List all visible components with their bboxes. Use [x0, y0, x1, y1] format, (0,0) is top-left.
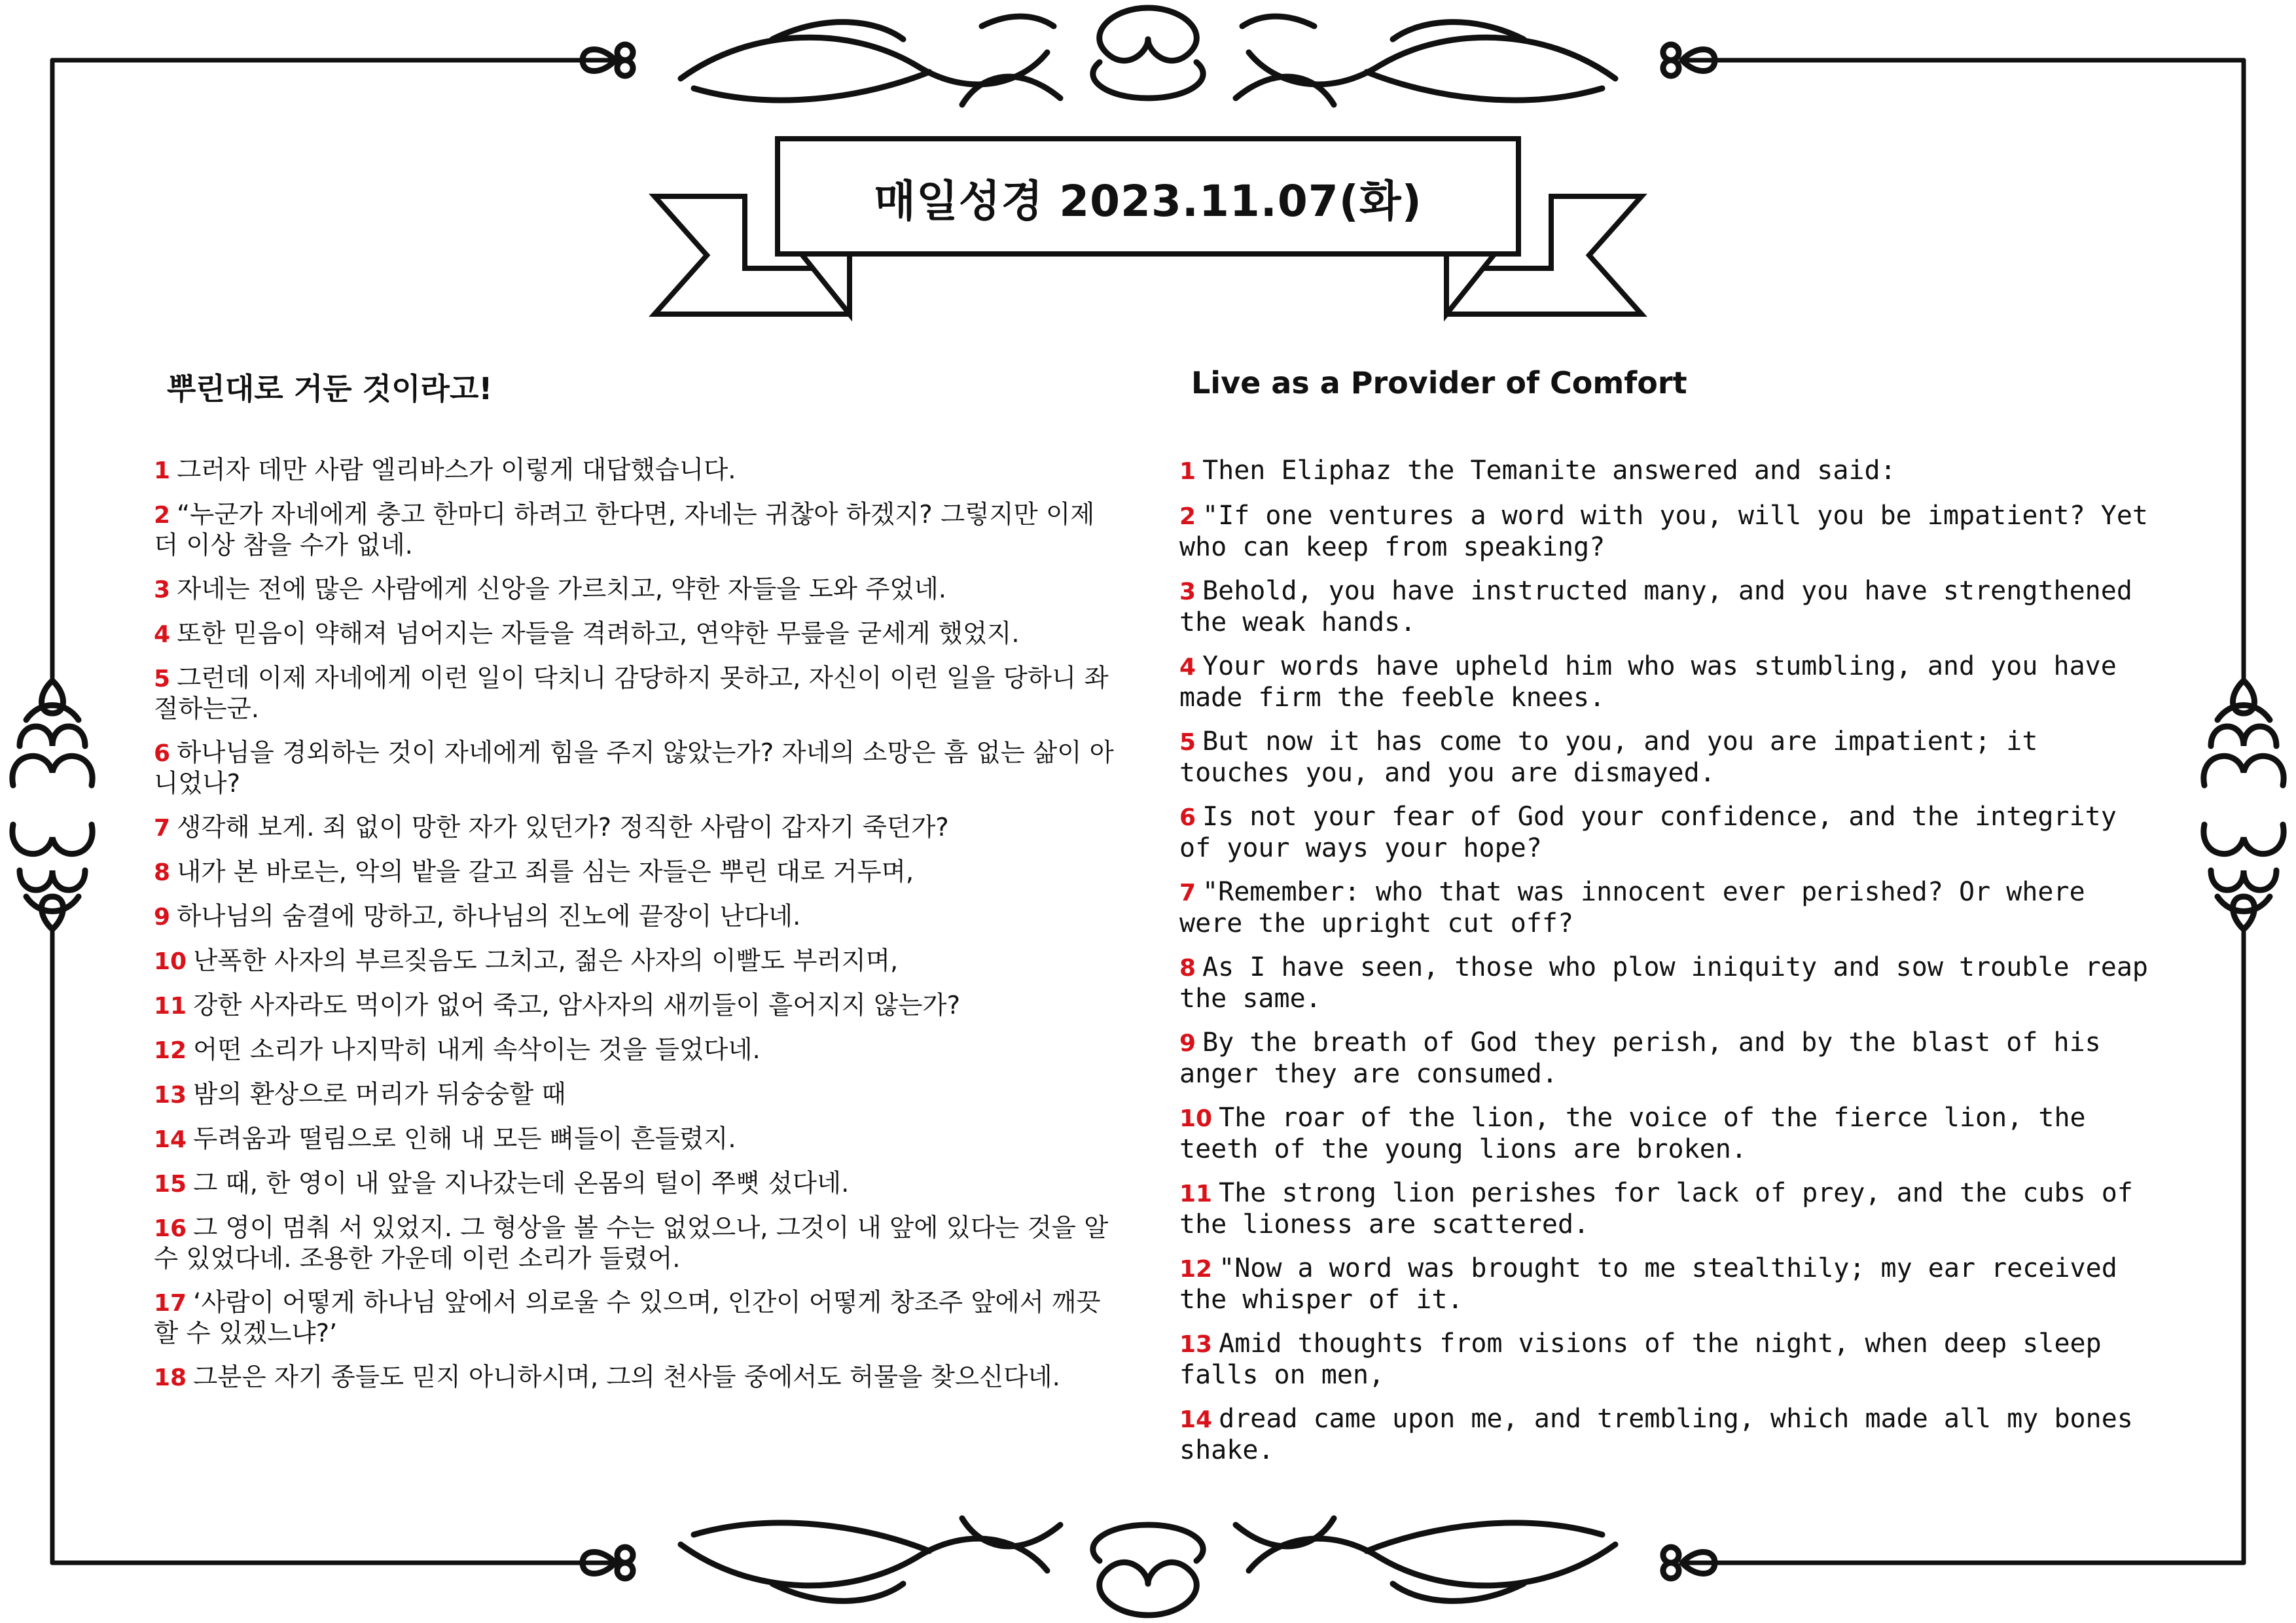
- verse-number: 10: [1179, 1105, 1213, 1132]
- verse-item: [154, 455, 1121, 486]
- verse-number: 3: [1179, 579, 1196, 605]
- english-verse-list: [1179, 455, 2148, 1479]
- verse-number: 5: [154, 666, 171, 692]
- verse-item: [154, 857, 1121, 888]
- verse-item: [1179, 1178, 2148, 1240]
- korean-section-title: 뿌린대로 거둔 것이라고!: [167, 371, 493, 406]
- verse-item: [1179, 576, 2148, 637]
- verse-item: [154, 1288, 1121, 1349]
- verse-item: [154, 500, 1121, 561]
- verse-text: Amid thoughts from visions of the night, when deep sleep falls on men,: [1179, 1329, 2102, 1390]
- verse-number: 7: [154, 815, 171, 842]
- verse-item: [1179, 651, 2148, 713]
- verse-text: 하나님을 경외하는 것이 자네에게 힘을 주지 않았는가? 자네의 소망은 흠 없는 삶이 아니었나?: [154, 738, 1114, 798]
- verse-text: Is not your fear of God your confidence, and the integrity of your ways your hope?: [1179, 802, 2117, 863]
- verse-number: 4: [154, 621, 171, 648]
- verse-text: 강한 사자라도 먹이가 없어 죽고, 암사자의 새끼들이 흩어지지 않는가?: [193, 991, 961, 1020]
- verse-text: Your words have upheld him who was stumbling, and you have made firm the feeble knees.: [1179, 651, 2117, 713]
- verse-item: [1179, 952, 2148, 1014]
- ornamental-scroll-top-icon: [583, 8, 1715, 105]
- verse-number: 10: [154, 948, 187, 975]
- verse-item: [154, 902, 1121, 933]
- verse-number: 14: [154, 1126, 187, 1153]
- verse-text: Then Eliphaz the Temanite answered and said:: [1202, 455, 1896, 486]
- verse-item: [1179, 1329, 2148, 1390]
- verse-text: The roar of the lion, the voice of the fierce lion, the teeth of the young lions are broken.: [1179, 1103, 2086, 1164]
- verse-number: 8: [154, 859, 171, 886]
- verse-number: 4: [1179, 654, 1196, 681]
- verse-number: 14: [1179, 1406, 1213, 1433]
- ornamental-scroll-bottom-icon: [583, 1518, 1715, 1615]
- verse-item: [154, 1169, 1121, 1200]
- verse-number: 11: [154, 993, 187, 1020]
- ornamental-scroll-right-icon: [2204, 681, 2284, 929]
- verse-text: 생각해 보게. 죄 없이 망한 자가 있던가? 정직한 사람이 갑자기 죽던가?: [177, 813, 949, 842]
- ornamental-scroll-left-icon: [12, 681, 92, 929]
- verse-number: 3: [154, 577, 171, 603]
- verse-text: 난폭한 사자의 부르짖음도 그치고, 젊은 사자의 이빨도 부러지며,: [193, 946, 899, 976]
- verse-text: 그분은 자기 종들도 믿지 아니하시며, 그의 천사들 중에서도 허물을 찾으신다네.: [193, 1363, 1060, 1392]
- verse-text: 그런데 이제 자네에게 이런 일이 닥치니 감당하지 못하고, 자신이 이런 일을 당하니 좌절하는군.: [154, 664, 1109, 724]
- verse-text: "If one ventures a word with you, will you be impatient? Yet who can keep from speaking?: [1179, 501, 2148, 562]
- verse-number: 15: [154, 1171, 187, 1198]
- verse-text: Behold, you have instructed many, and you have strengthened the weak hands.: [1179, 576, 2132, 637]
- verse-number: 12: [154, 1037, 187, 1064]
- verse-number: 13: [154, 1082, 187, 1109]
- verse-item: [1179, 1027, 2148, 1089]
- verse-number: 11: [1179, 1181, 1213, 1207]
- verse-number: 1: [1179, 458, 1196, 485]
- verse-text: As I have seen, those who plow iniquity and sow trouble reap the same.: [1179, 952, 2148, 1014]
- verse-number: 9: [154, 904, 171, 931]
- verse-number: 17: [154, 1290, 187, 1317]
- verse-number: 9: [1179, 1030, 1196, 1057]
- verse-item: [1179, 1404, 2148, 1465]
- verse-number: 18: [154, 1364, 187, 1391]
- verse-text: 밤의 환상으로 머리가 뒤숭숭할 때: [193, 1080, 566, 1109]
- verse-item: [1179, 501, 2148, 562]
- verse-item: [1179, 455, 2148, 487]
- verse-number: 6: [154, 740, 171, 767]
- verse-item: [1179, 877, 2148, 938]
- verse-number: 2: [154, 502, 171, 529]
- verse-item: [154, 991, 1121, 1022]
- verse-item: [154, 619, 1121, 650]
- verse-text: The strong lion perishes for lack of prey, and the cubs of the lioness are scattered.: [1179, 1178, 2133, 1240]
- verse-item: [1179, 1103, 2148, 1164]
- page-title: 매일성경 2023.11.07(화): [874, 175, 1422, 226]
- verse-text: ‘사람이 어떻게 하나님 앞에서 의로울 수 있으며, 인간이 어떻게 창조주 앞에서 깨끗할 수 있겠느냐?’: [154, 1288, 1101, 1348]
- verse-item: [154, 738, 1121, 799]
- english-section-title: Live as a Provider of Comfort: [1191, 365, 1687, 401]
- verse-text: "Remember: who that was innocent ever perished? Or where were the upright cut off?: [1179, 877, 2085, 938]
- verse-text: 또한 믿음이 약해져 넘어지는 자들을 격려하고, 연약한 무릎을 굳세게 했었지.: [177, 619, 1020, 649]
- verse-number: 5: [1179, 729, 1196, 756]
- verse-item: [154, 813, 1121, 844]
- verse-item: [154, 1363, 1121, 1393]
- verse-text: 어떤 소리가 나지막히 내게 속삭이는 것을 들었다네.: [193, 1035, 761, 1065]
- verse-item: [154, 575, 1121, 605]
- verse-text: By the breath of God they perish, and by the blast of his anger they are consumed.: [1179, 1027, 2101, 1089]
- verse-item: [1179, 726, 2148, 788]
- verse-item: [154, 1124, 1121, 1155]
- verse-text: 그러자 데만 사람 엘리바스가 이렇게 대답했습니다.: [177, 455, 736, 485]
- verse-text: 자네는 전에 많은 사람에게 신앙을 가르치고, 약한 자들을 도와 주었네.: [177, 575, 947, 604]
- verse-text: "Now a word was brought to me stealthily; my ear received the whisper of it.: [1179, 1253, 2117, 1315]
- verse-text: “누군가 자네에게 충고 한마디 하려고 한다면, 자네는 귀찮아 하겠지? 그렇지만 이제 더 이상 참을 수가 없네.: [154, 500, 1095, 560]
- verse-number: 8: [1179, 955, 1196, 982]
- verse-text: 두려움과 떨림으로 인해 내 모든 뼈들이 흔들렸지.: [193, 1124, 736, 1154]
- verse-item: [154, 1080, 1121, 1111]
- verse-number: 12: [1179, 1256, 1213, 1283]
- verse-text: 내가 본 바로는, 악의 밭을 갈고 죄를 심는 자들은 뿌린 대로 거두며,: [177, 857, 914, 887]
- verse-number: 13: [1179, 1331, 1213, 1358]
- verse-item: [1179, 1253, 2148, 1315]
- verse-number: 7: [1179, 880, 1196, 906]
- verse-number: 6: [1179, 804, 1196, 831]
- verse-text: 그 영이 멈춰 서 있었지. 그 형상을 볼 수는 없었으나, 그것이 내 앞에 있다는 것을 알 수 있었다네. 조용한 가운데 이런 소리가 들렸어.: [154, 1213, 1109, 1274]
- korean-verse-list: [154, 455, 1121, 1407]
- verse-item: [154, 946, 1121, 977]
- verse-text: 하나님의 숨결에 망하고, 하나님의 진노에 끝장이 난다네.: [177, 902, 801, 931]
- verse-text: 그 때, 한 영이 내 앞을 지나갔는데 온몸의 털이 쭈뼛 섰다네.: [193, 1169, 850, 1198]
- verse-text: dread came upon me, and trembling, which made all my bones shake.: [1179, 1404, 2133, 1465]
- verse-item: [154, 1035, 1121, 1066]
- verse-number: 1: [154, 457, 171, 484]
- verse-number: 16: [154, 1215, 187, 1242]
- verse-item: [1179, 802, 2148, 863]
- verse-text: But now it has come to you, and you are impatient; it touches you, and you are dismayed.: [1179, 726, 2038, 788]
- verse-item: [154, 664, 1121, 724]
- verse-number: 2: [1179, 503, 1196, 530]
- verse-item: [154, 1213, 1121, 1274]
